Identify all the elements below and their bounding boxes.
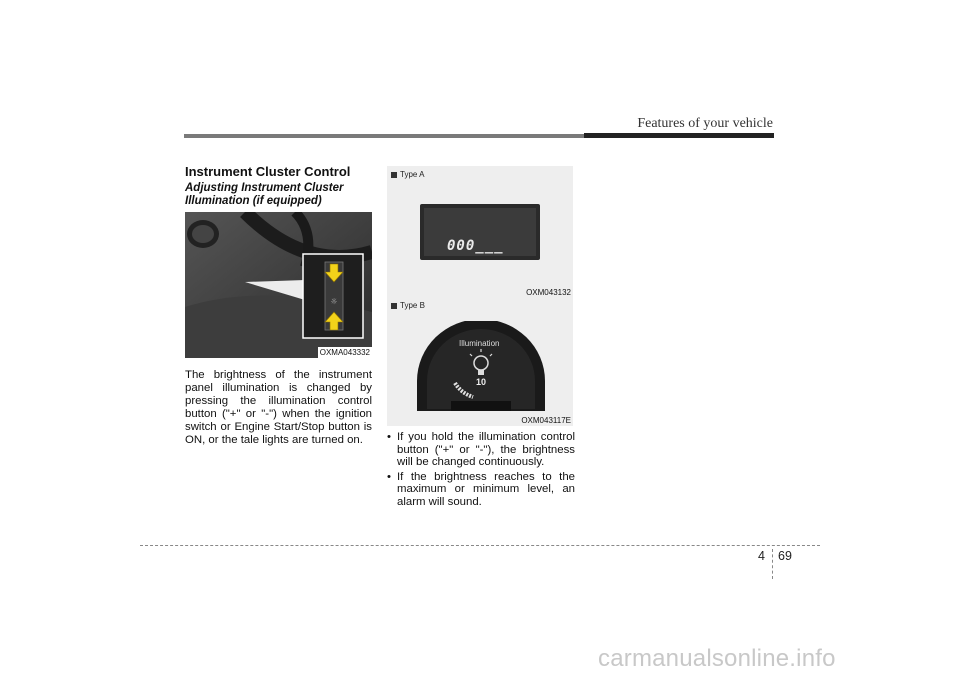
figure-main-photo — [185, 212, 372, 358]
subheading: Adjusting Instrument Cluster Illumination (if equipped) — [185, 182, 344, 207]
section-heading: Instrument Cluster Control — [185, 164, 351, 179]
footer-divider — [772, 549, 773, 579]
square-bullet-icon — [391, 303, 397, 309]
figure-type-b — [387, 299, 573, 426]
square-bullet-icon — [391, 172, 397, 178]
figure-main-code: OXMA043332 — [319, 348, 370, 357]
bullet-item: • If the brightness reaches to the maximum or minimum level, an alarm will sound. — [385, 471, 575, 509]
type-a-label: Type A — [400, 170, 425, 179]
type-a-code: OXM043132 — [526, 288, 571, 297]
type-b-label-wrap — [391, 301, 425, 310]
brightness-level: 10 — [476, 377, 487, 387]
running-header: Features of your vehicle — [637, 116, 773, 131]
body-paragraph: The brightness of the instrument panel illumination is changed by pressing the illumination control button ("+" or "-") when the ignition switch or Engine Start/Stop button is ON, or the tale lights are turned on. — [185, 369, 372, 446]
dashboard-illustration — [185, 212, 372, 358]
cluster-screen-illustration — [417, 321, 545, 411]
chapter-number: 4 — [758, 549, 765, 563]
type-b-label: Type B — [400, 301, 425, 310]
bullet-list — [385, 431, 575, 510]
footer-rule — [140, 545, 820, 546]
type-b-code: OXM043117E — [521, 416, 571, 425]
page-number: 69 — [778, 549, 792, 563]
bullet-item: • If you hold the illumination control button ("+" or "-"), the brightness will be changed continuously. — [385, 431, 575, 469]
lcd-digits: 000___ — [447, 238, 504, 254]
type-a-label-wrap — [391, 170, 424, 179]
header-rule-accent — [584, 133, 774, 138]
screen-title: Illumination — [459, 339, 500, 348]
svg-text:☼: ☼ — [330, 297, 338, 306]
watermark: carmanualsonline.info — [598, 645, 836, 672]
figure-type-a — [387, 166, 573, 299]
